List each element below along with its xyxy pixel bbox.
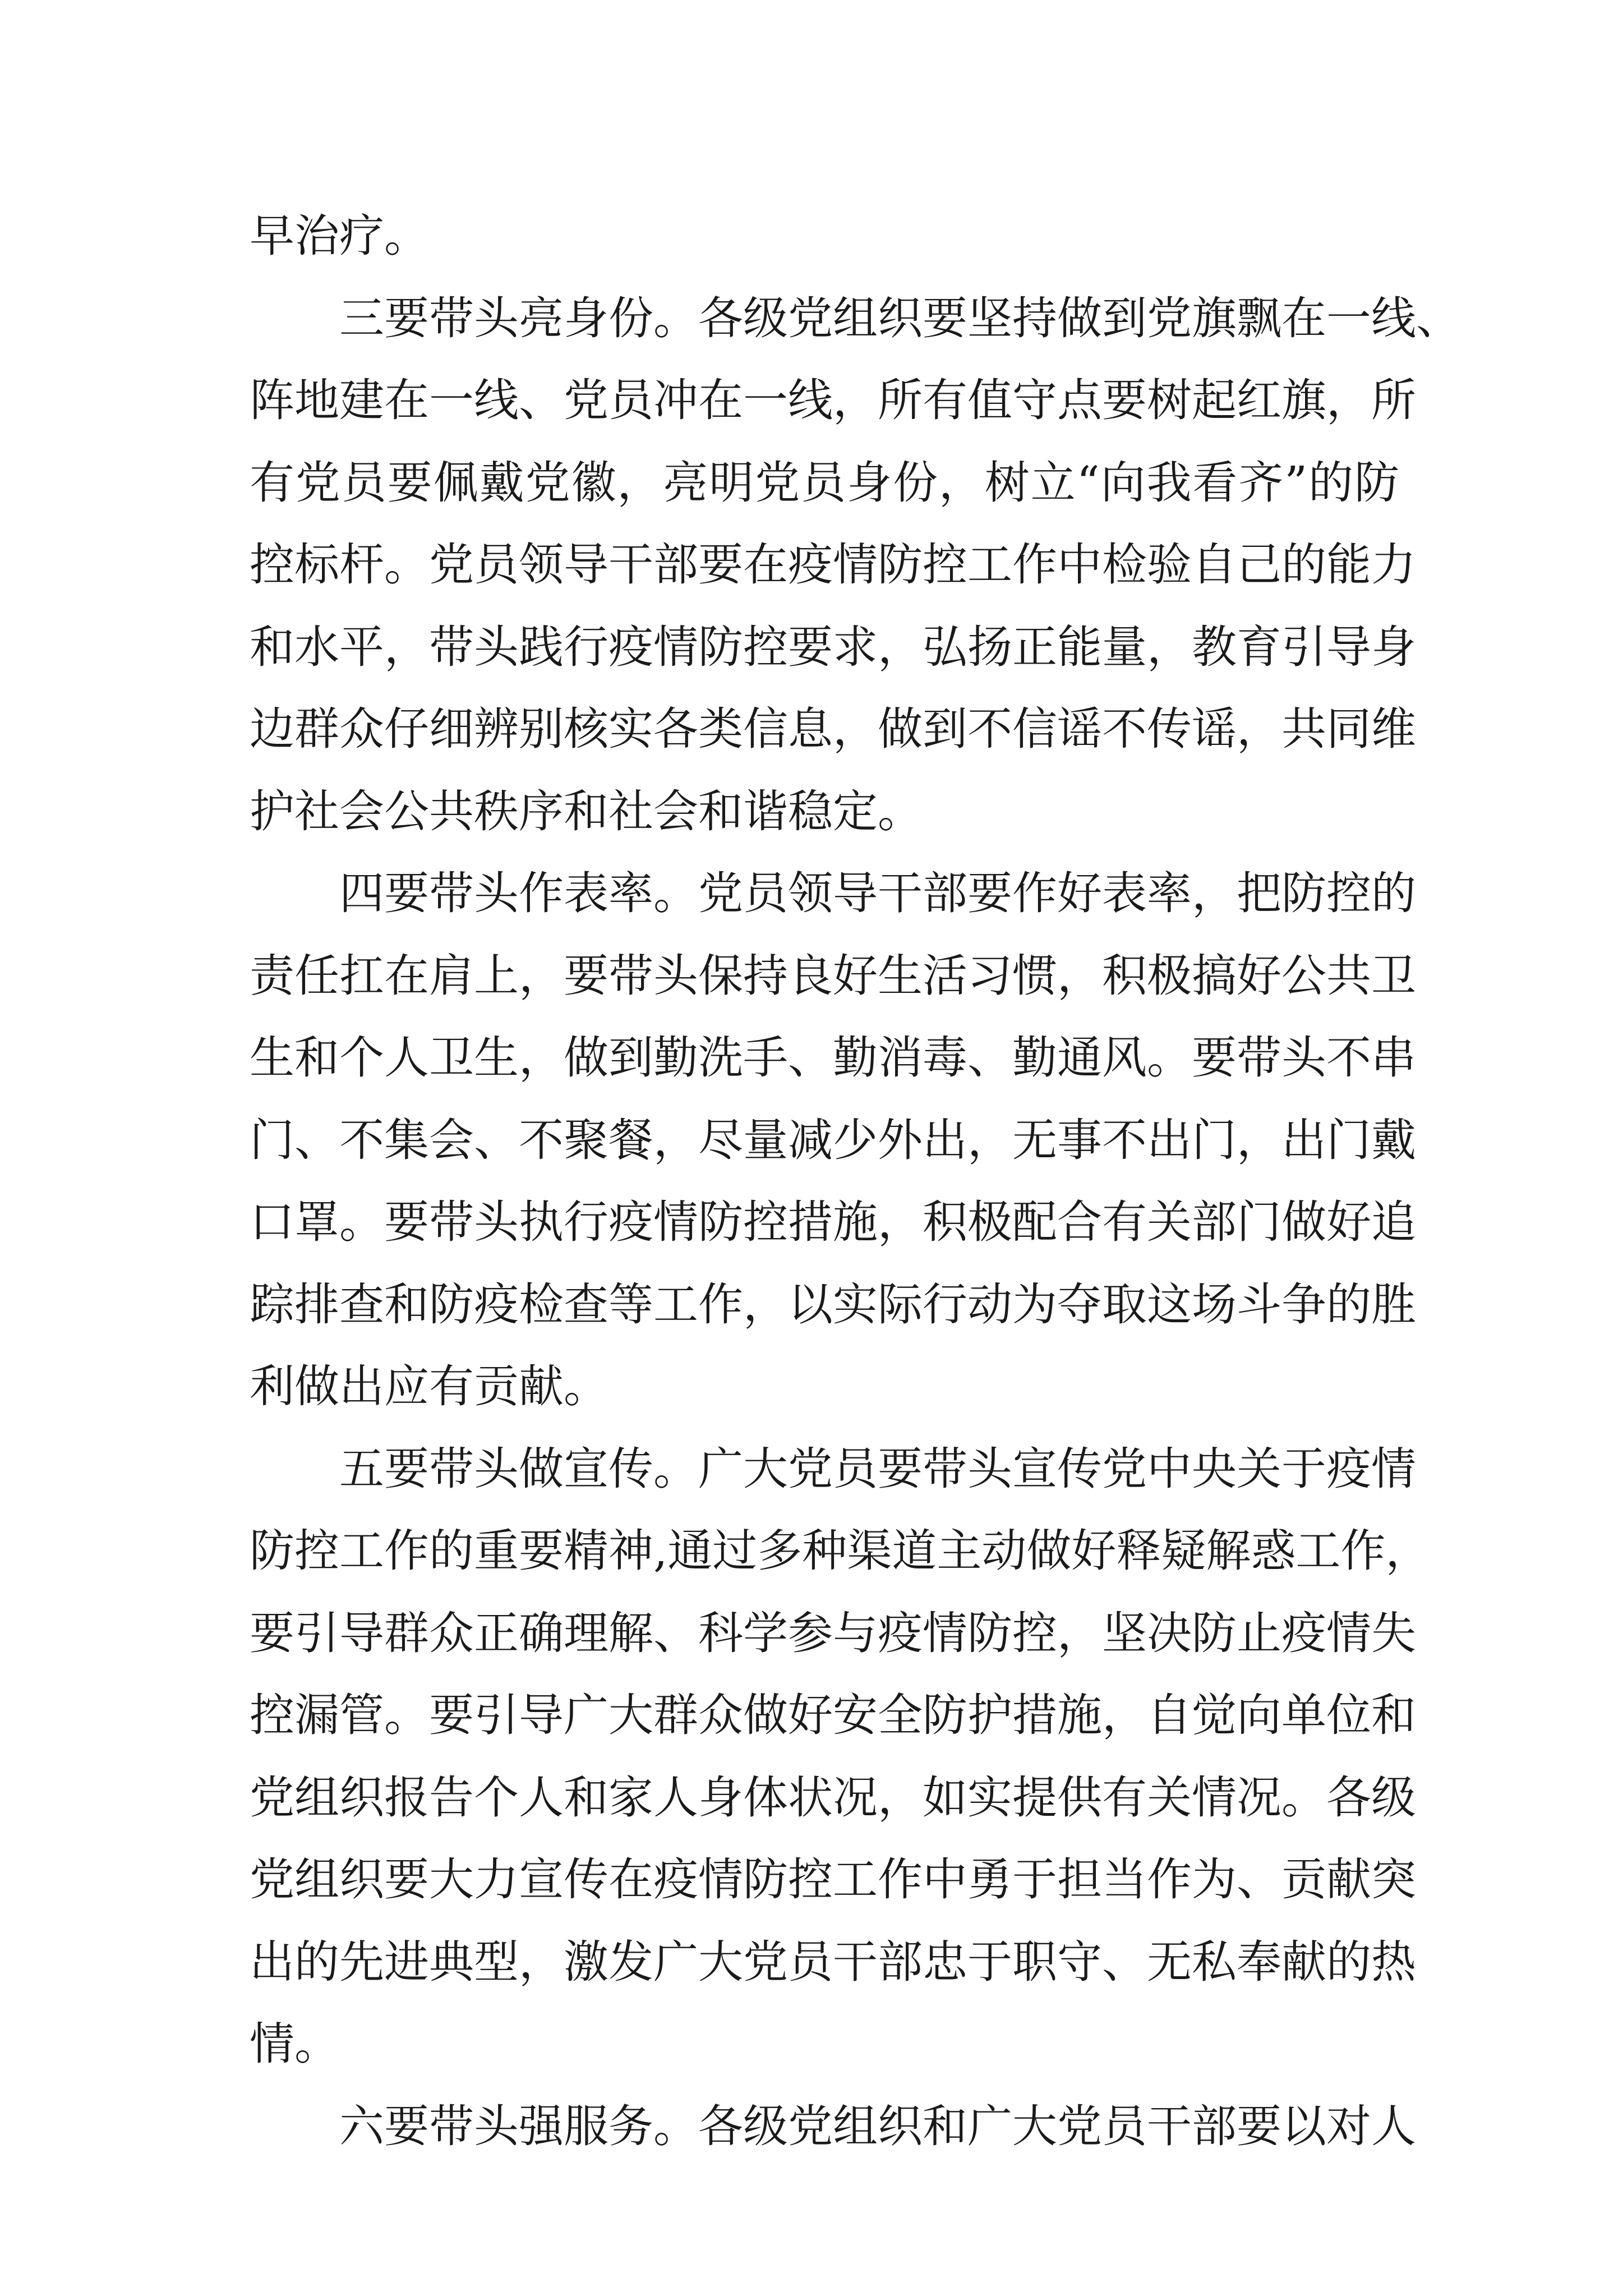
text-line: 控标杆。党员领导干部要在疫情防控工作中检验自己的能力 (250, 539, 1416, 591)
text-line: 阵地建在一线、党员冲在一线，所有值守点要树起红旗，所 (250, 374, 1416, 426)
text-line: 要引导群众正确理解、科学参与疫情防控，坚决防止疫情失 (250, 1607, 1416, 1659)
text-line: 防控工作的重要精神,通过多种渠道主动做好释疑解惑工作， (250, 1525, 1431, 1577)
text-line: 责任扛在肩上，要带头保持良好生活习惯，积极搞好公共卫 (250, 949, 1416, 1002)
document-body (250, 195, 1461, 2168)
text-line: 党组织要大力宣传在疫情防控工作中勇于担当作为、贡献突 (250, 1853, 1416, 1906)
text-line: 护社会公共秩序和社会和谐稳定。 (250, 785, 923, 838)
text-line: 利做出应有贡献。 (250, 1360, 608, 1412)
text-line: 门、不集会、不聚餐，尽量减少外出，无事不出门，出门戴 (250, 1114, 1416, 1166)
text-line: 控漏管。要引导广大群众做好安全防护措施，自觉向单位和 (250, 1689, 1416, 1741)
text-line: 口罩。要带头执行疫情防控措施，积极配合有关部门做好追 (250, 1196, 1416, 1248)
text-line: 早治疗。 (250, 210, 429, 262)
text-line: 边群众仔细辨别核实各类信息，做到不信谣不传谣，共同维 (250, 703, 1416, 755)
paragraph-first-line: 六要带头强服务。各级党组织和广大党员干部要以对人 (339, 2100, 1416, 2152)
paragraph-first-line: 四要带头作表率。党员领导干部要作好表率，把防控的 (339, 867, 1416, 919)
text-line: 生和个人卫生，做到勤洗手、勤消毒、勤通风。要带头不串 (250, 1032, 1416, 1084)
paragraph-first-line: 三要带头亮身份。各级党组织要坚持做到党旗飘在一线、 (339, 292, 1461, 344)
text-line: 出的先进典型，激发广大党员干部忠于职守、无私奉献的热 (250, 1935, 1416, 1988)
text-line: 有党员要佩戴党徽，亮明党员身份，树立“向我看齐”的防 (250, 456, 1399, 509)
text-line: 党组织报告个人和家人身体状况，如实提供有关情况。各级 (250, 1771, 1416, 1824)
text-line: 和水平，带头践行疫情防控要求，弘扬正能量，教育引导身 (250, 620, 1416, 673)
paragraph-first-line: 五要带头做宣传。广大党员要带头宣传党中央关于疫情 (339, 1442, 1416, 1495)
text-line: 情。 (250, 2018, 339, 2070)
text-line: 踪排查和防疫检查等工作，以实际行动为夺取这场斗争的胜 (250, 1278, 1416, 1331)
